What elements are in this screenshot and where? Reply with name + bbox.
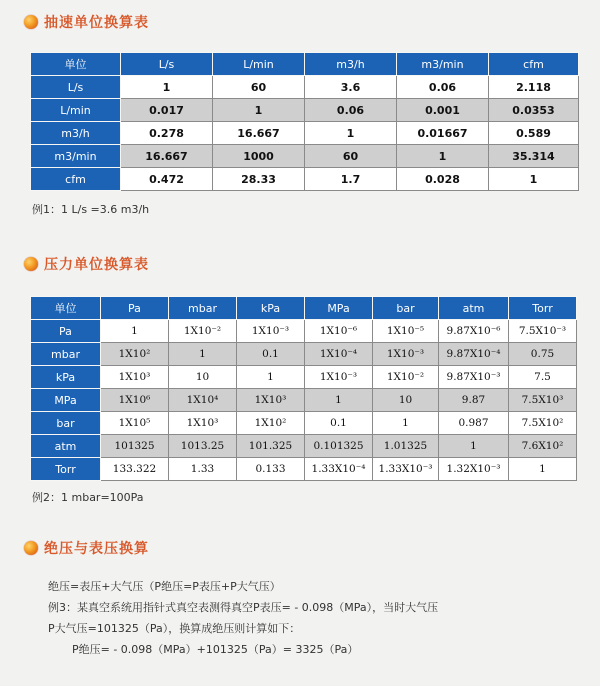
row-header: Torr [31,458,101,481]
table-cell: 0.001 [397,99,489,122]
table-cell: 16.667 [213,122,305,145]
table-cell: 1X10⁶ [101,389,169,412]
table-cell: 0.101325 [305,435,373,458]
table-cell: 1.7 [305,168,397,191]
table-cell: 2.118 [489,76,579,99]
column-header: m3/min [397,53,489,76]
column-header: atm [439,297,509,320]
table-cell: 1 [169,343,237,366]
table-row [31,320,577,343]
table-cell: 16.667 [121,145,213,168]
column-header: L/s [121,53,213,76]
table-cell: 1 [101,320,169,343]
row-header: m3/h [31,122,121,145]
table-cell: 101325 [101,435,169,458]
row-header: mbar [31,343,101,366]
row-header: Pa [31,320,101,343]
table-cell: 1X10⁻⁶ [305,320,373,343]
table-cell: 1 [305,389,373,412]
table-cell: 0.017 [121,99,213,122]
absolute-line-1: 绝压=表压+大气压（P绝压=P表压+P大气压） [48,580,281,593]
row-header: bar [31,412,101,435]
table-row [31,343,577,366]
table-cell: 9.87 [439,389,509,412]
table-cell: 1X10⁴ [169,389,237,412]
table-cell: 0.987 [439,412,509,435]
table-cell: 1X10⁻³ [237,320,305,343]
table-cell: 0.589 [489,122,579,145]
table-cell: 0.1 [237,343,305,366]
table-cell: 0.133 [237,458,305,481]
row-header: L/min [31,99,121,122]
table-cell: 1 [397,145,489,168]
table-cell: 1013.25 [169,435,237,458]
table-cell: 7.5X10² [509,412,577,435]
column-header: L/min [213,53,305,76]
table-cell: 1X10³ [169,412,237,435]
table-cell: 0.028 [397,168,489,191]
row-header: kPa [31,366,101,389]
column-header: 单位 [31,53,121,76]
table-cell: 1 [439,435,509,458]
column-header: kPa [237,297,305,320]
table-cell: 1X10⁻⁵ [373,320,439,343]
column-header: cfm [489,53,579,76]
table-row [31,435,577,458]
table-cell: 1 [373,412,439,435]
table-cell: 101.325 [237,435,305,458]
table-header-row [31,53,579,76]
table-row [31,366,577,389]
column-header: Torr [509,297,577,320]
table-cell: 1 [121,76,213,99]
column-header: 单位 [31,297,101,320]
table-row [31,76,579,99]
table-cell: 1000 [213,145,305,168]
row-header: m3/min [31,145,121,168]
table-row [31,99,579,122]
table-cell: 1X10² [237,412,305,435]
table-cell: 60 [305,145,397,168]
table-cell: 1X10⁵ [101,412,169,435]
table-cell: 9.87X10⁻⁶ [439,320,509,343]
table-cell: 133.322 [101,458,169,481]
absolute-formula-block [48,576,438,660]
table-cell: 0.278 [121,122,213,145]
row-header: atm [31,435,101,458]
table-cell: 1X10⁻² [373,366,439,389]
table-cell: 60 [213,76,305,99]
column-header: MPa [305,297,373,320]
table-cell: 7.6X10² [509,435,577,458]
table-cell: 1X10³ [237,389,305,412]
flow-example: 例1：1 L/s =3.6 m3/h [32,203,150,216]
table-row [31,122,579,145]
flow-conversion-table [30,52,579,191]
table-cell: 1X10⁻³ [305,366,373,389]
table-row [31,458,577,481]
absolute-line-3: P大气压=101325（Pa），换算成绝压则计算如下： [48,622,301,635]
table-cell: 0.1 [305,412,373,435]
pressure-title: 压力单位换算表 [44,257,149,273]
column-header: m3/h [305,53,397,76]
table-cell: 0.75 [509,343,577,366]
absolute-line-2: 例3：某真空系统用指针式真空表测得真空P表压= - 0.098（MPa），当时大气压 [48,601,439,614]
table-cell: 1 [237,366,305,389]
flow-title: 抽速单位换算表 [44,15,149,31]
row-header: MPa [31,389,101,412]
column-header: mbar [169,297,237,320]
table-cell: 1X10⁻³ [373,343,439,366]
table-cell: 1X10⁻⁴ [305,343,373,366]
pressure-example: 例2：1 mbar=100Pa [32,491,144,504]
table-cell: 7.5X10⁻³ [509,320,577,343]
bullet-icon [24,541,38,555]
table-cell: 0.0353 [489,99,579,122]
table-cell: 0.472 [121,168,213,191]
table-cell: 0.06 [397,76,489,99]
row-header: L/s [31,76,121,99]
flow-section-title [24,12,149,32]
pressure-section-title [24,254,149,274]
table-cell: 9.87X10⁻⁴ [439,343,509,366]
table-cell: 28.33 [213,168,305,191]
table-cell: 1 [509,458,577,481]
table-cell: 3.6 [305,76,397,99]
table-row [31,145,579,168]
absolute-title: 绝压与表压换算 [44,541,149,557]
table-cell: 7.5 [509,366,577,389]
table-header-row [31,297,577,320]
table-cell: 7.5X10³ [509,389,577,412]
column-header: Pa [101,297,169,320]
table-cell: 1 [213,99,305,122]
table-cell: 1X10⁻² [169,320,237,343]
table-cell: 1 [489,168,579,191]
column-header: bar [373,297,439,320]
table-cell: 10 [169,366,237,389]
absolute-line-4: P绝压= - 0.098（MPa）+101325（Pa）= 3325（Pa） [72,643,359,656]
table-row [31,389,577,412]
table-cell: 1X10³ [101,366,169,389]
table-cell: 1.33X10⁻⁴ [305,458,373,481]
table-cell: 0.06 [305,99,397,122]
table-cell: 1X10² [101,343,169,366]
table-row [31,168,579,191]
table-cell: 1.33X10⁻³ [373,458,439,481]
absolute-section-title [24,538,149,558]
table-cell: 1.32X10⁻³ [439,458,509,481]
table-cell: 0.01667 [397,122,489,145]
table-cell: 35.314 [489,145,579,168]
table-cell: 10 [373,389,439,412]
pressure-conversion-table [30,296,577,481]
table-row [31,412,577,435]
bullet-icon [24,257,38,271]
table-cell: 1.33 [169,458,237,481]
row-header: cfm [31,168,121,191]
table-cell: 1.01325 [373,435,439,458]
table-cell: 9.87X10⁻³ [439,366,509,389]
table-cell: 1 [305,122,397,145]
bullet-icon [24,15,38,29]
